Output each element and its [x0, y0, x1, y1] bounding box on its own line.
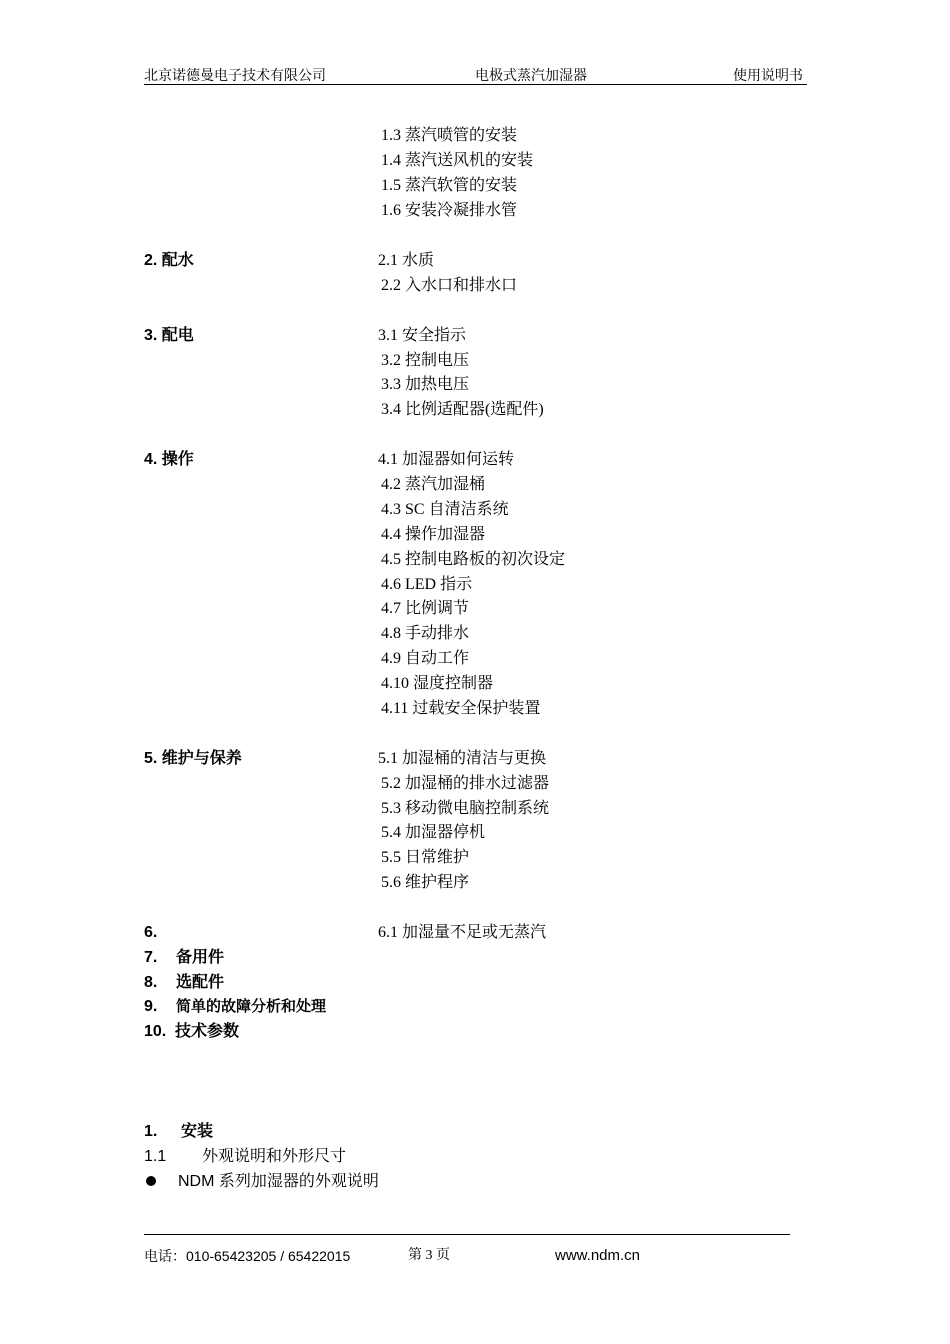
toc-tail-label: 简单的故障分析和处理	[176, 999, 327, 1015]
toc-item: 3.1 安全指示	[378, 327, 467, 344]
body-sub-num: 1.1	[144, 1148, 167, 1165]
footer-website: www.ndm.cn	[555, 1247, 641, 1264]
toc-item: 5.6 维护程序	[381, 874, 470, 891]
toc-item: 2.2 入水口和排水口	[381, 277, 518, 294]
toc-item: 6.1 加湿量不足或无蒸汽	[378, 924, 547, 941]
footer-phone: 电话：010-65423205 / 65422015	[144, 1248, 351, 1264]
toc-item: 1.4 蒸汽送风机的安装	[381, 152, 534, 169]
toc-item: 1.3 蒸汽喷管的安装	[381, 127, 518, 144]
toc-item: 3.2 控制电压	[381, 352, 470, 369]
body-section-num: 1.	[144, 1123, 158, 1140]
header-doc-type: 使用说明书	[733, 67, 803, 83]
header-rule	[144, 84, 807, 85]
toc-tail-label: 备用件	[176, 949, 225, 966]
toc-item: 5.4 加湿器停机	[381, 824, 486, 841]
toc-item: 4.8 手动排水	[381, 625, 470, 642]
toc-section-title: 6.	[144, 924, 158, 941]
header-company: 北京诺德曼电子技术有限公司	[144, 67, 326, 83]
toc-item: 4.1 加湿器如何运转	[378, 451, 515, 468]
toc-item: 5.3 移动微电脑控制系统	[381, 800, 550, 817]
toc-item: 3.4 比例适配器(选配件)	[381, 401, 544, 418]
toc-item: 4.4 操作加湿器	[381, 526, 486, 543]
toc-item: 4.7 比例调节	[381, 600, 470, 617]
toc-tail-num: 8.	[144, 974, 158, 991]
toc-tail-num: 10.	[144, 1023, 167, 1040]
body-bullet-text: NDM 系列加湿器的外观说明	[178, 1173, 379, 1190]
body-section-title: 安装	[181, 1123, 214, 1140]
toc-item: 4.3 SC 自清洁系统	[381, 501, 509, 518]
toc-item: 2.1 水质	[378, 252, 435, 269]
footer-page: 第 3 页	[408, 1248, 450, 1263]
toc-section-title: 3. 配电	[144, 327, 194, 344]
toc-tail-num: 9.	[144, 998, 158, 1015]
toc-section-title: 2. 配水	[144, 252, 194, 269]
toc-item: 4.9 自动工作	[381, 650, 470, 667]
toc-tail-label: 选配件	[176, 974, 225, 991]
header-product: 电极式蒸汽加湿器	[475, 67, 587, 83]
body-sub-title: 外观说明和外形尺寸	[202, 1148, 347, 1165]
toc-item: 4.6 LED 指示	[381, 576, 473, 593]
footer-rule	[144, 1234, 790, 1235]
toc-item: 1.5 蒸汽软管的安装	[381, 177, 518, 194]
toc-item: 5.5 日常维护	[381, 849, 470, 866]
toc-item: 3.3 加热电压	[381, 376, 470, 393]
toc-item: 4.2 蒸汽加湿桶	[381, 476, 486, 493]
toc-item: 4.10 湿度控制器	[381, 675, 494, 692]
toc-item: 5.1 加湿桶的清洁与更换	[378, 750, 547, 767]
bullet-icon	[146, 1176, 156, 1186]
toc-item: 1.6 安装冷凝排水管	[381, 202, 518, 219]
toc-section-title: 5. 维护与保养	[144, 750, 242, 767]
toc-section-title: 4. 操作	[144, 451, 194, 468]
toc-tail-label: 技术参数	[175, 1023, 240, 1040]
toc-item: 4.11 过载安全保护装置	[381, 700, 541, 717]
toc-item: 5.2 加湿桶的排水过滤器	[381, 775, 550, 792]
toc-item: 4.5 控制电路板的初次设定	[381, 551, 566, 568]
toc-tail-num: 7.	[144, 949, 158, 966]
